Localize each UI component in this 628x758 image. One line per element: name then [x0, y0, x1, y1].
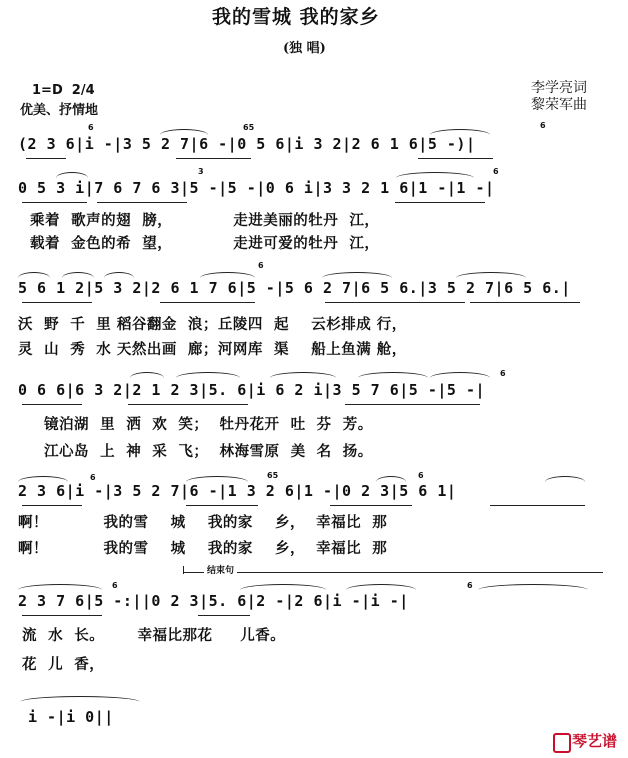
slur [176, 372, 240, 378]
underline-beam [330, 505, 412, 506]
grace-note: 6 [540, 121, 546, 130]
grace-note: 6 [88, 123, 94, 132]
lyric-verse-2: 载着 金色的希 望， 走进可爱的牡丹 江， [30, 236, 380, 252]
notation-line: 5 6 1 2|5 3 2|2 6 1 7 6|5 -|5 6 2 7|6 5 6.|3 5 2 7|6 5 6.| [18, 279, 571, 297]
notation-line: (2 3 6|i -|3 5 2 7|6 -|0 5 6|i 3 2|2 6 1 6|5 -)| [18, 135, 476, 153]
slur [62, 272, 94, 278]
grace-note: 6 [418, 471, 424, 480]
underline-beam [22, 505, 82, 506]
coda-tick [183, 566, 184, 574]
qinyipu-logo-icon [553, 733, 571, 753]
grace-note: 6 [112, 581, 118, 590]
underline-beam [176, 158, 251, 159]
underline-beam [160, 302, 255, 303]
watermark-text: 琴艺谱 [572, 732, 618, 750]
grace-note: 6 [500, 369, 506, 378]
grace-note: 6 [493, 167, 499, 176]
underline-beam [97, 202, 187, 203]
page-subtitle: (独 唱) [283, 41, 326, 56]
slur [200, 272, 255, 278]
notation-line: 0 5 3 i|7 6 7 6 3|5 -|5 -|0 6 i|3 3 2 1 6|1 -|1 -| [18, 179, 495, 197]
lyric-verse-2: 啊！ 我的雪 城 我的家 乡， 幸福比 那 [18, 541, 388, 557]
slur [545, 476, 585, 482]
underline-beam [186, 505, 258, 506]
page-title: 我的雪城 我的家乡 [212, 6, 380, 28]
slur [456, 272, 526, 278]
lyric-verse-1: 沃 野 千 里 稻谷翻金 浪；丘陵四 起 云杉排成 行， [18, 317, 407, 333]
slur [104, 272, 134, 278]
slur [20, 696, 140, 702]
notation-line: i -|i 0|| [28, 708, 114, 726]
underline-beam [395, 202, 485, 203]
underline-beam [22, 404, 82, 405]
underline-beam [198, 615, 250, 616]
slur [18, 584, 102, 590]
notation-line: 2 3 7 6|5 -:||0 2 3|5. 6|2 -|2 6|i -|i -| [18, 592, 409, 610]
coda-label: 结束句 [204, 567, 237, 576]
slur [430, 372, 490, 378]
lyric-verse-1: 啊！ 我的雪 城 我的家 乡， 幸福比 那 [18, 515, 388, 531]
slur [322, 272, 392, 278]
slur [346, 584, 416, 590]
grace-note: 6 [467, 581, 473, 590]
grace-note: 3 [198, 167, 204, 176]
lyric-verse-2: 灵 山 秀 水 天然出画 廊；河网库 渠 船上鱼满 舱， [18, 342, 407, 358]
lyricist-credit: 李学亮词 [531, 80, 587, 96]
lyric-verse-1: 乘着 歌声的翅 膀， 走进美丽的牡丹 江， [30, 213, 380, 229]
underline-beam [418, 158, 493, 159]
lyric-verse-1: 流 水 长。 幸福比那花 儿香。 [22, 628, 286, 644]
key-signature: 1=D 2/4 [32, 83, 95, 98]
grace-note: 6 [258, 261, 264, 270]
lyric-verse-1: 镜泊湖 里 洒 欢 笑； 牡丹花开 吐 芬 芳。 [44, 417, 373, 433]
slur [396, 172, 474, 178]
underline-beam [490, 505, 585, 506]
slur [240, 584, 326, 590]
underline-beam [22, 302, 92, 303]
grace-note: 65 [243, 123, 255, 132]
lyric-verse-2: 江心岛 上 神 采 飞； 林海雪原 美 名 扬。 [44, 444, 373, 460]
underline-beam [22, 615, 102, 616]
grace-note: 65 [267, 471, 279, 480]
lyric-verse-2: 花 儿 香， [22, 657, 105, 673]
grace-note: 6 [90, 473, 96, 482]
notation-line: 0 6 6|6 3 2|2 1 2 3|5. 6|i 6 2 i|3 5 7 6|5 -|5 -| [18, 381, 486, 399]
underline-beam [470, 302, 580, 303]
slur [18, 272, 50, 278]
composer-credit: 黎荣军曲 [531, 97, 587, 113]
coda-line [183, 572, 603, 573]
underline-beam [128, 404, 248, 405]
slur [130, 372, 164, 378]
underline-beam [345, 404, 480, 405]
slur [478, 584, 588, 590]
underline-beam [325, 302, 465, 303]
underline-beam [22, 202, 87, 203]
underline-beam [26, 158, 66, 159]
slur [358, 372, 428, 378]
notation-line: 2 3 6|i -|3 5 2 7|6 -|1 3 2 6|1 -|0 2 3|5 6 1| [18, 482, 457, 500]
tempo-marking: 优美、抒情地 [20, 103, 99, 118]
slur [56, 172, 88, 178]
slur [270, 372, 336, 378]
